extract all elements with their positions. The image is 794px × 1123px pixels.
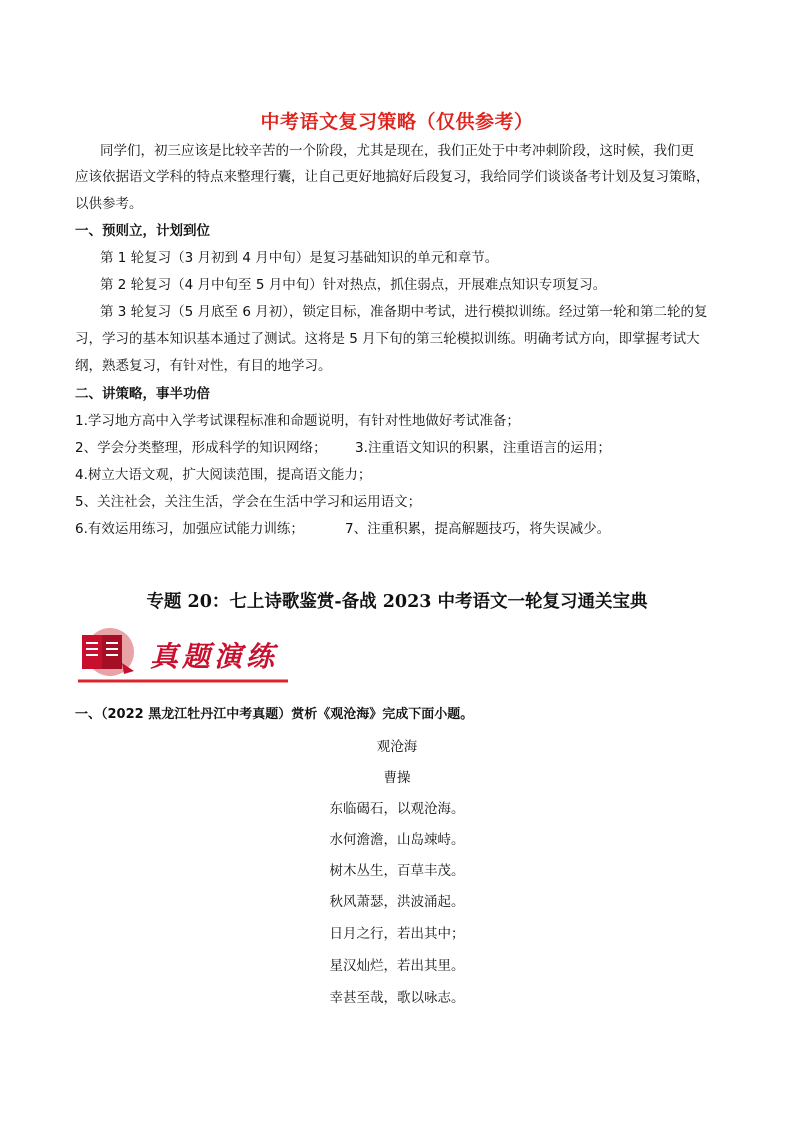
poem-title: 观沧海 — [376, 739, 418, 755]
intro-line-1: 同学们，初三应该是比较辛苦的一个阶段，尤其是现在，我们正处于中考冲刺阶段，这时候，我们更 — [100, 143, 694, 159]
strategy-item-4: 4.树立大语文观，扩大阅读范围，提高语文能力； — [75, 467, 372, 483]
strategy-item-3: 3.注重语文知识的积累，注重语言的运用； — [355, 440, 611, 456]
poem-line: 日月之行，若出其中； — [329, 926, 465, 942]
poem-author: 曹操 — [383, 770, 411, 786]
intro-line-2: 应该依据语文学科的特点来整理行囊，让自己更好地搞好后段复习，我给同学们谈谈备考计划及复习策略， — [75, 169, 710, 185]
round-1-text: 第 1 轮复习（3 月初到 4 月中旬）是复习基础知识的单元和章节。 — [100, 250, 499, 266]
round-3-line-1: 第 3 轮复习（5 月底至 6 月初），锁定目标，准备期中考试，进行模拟训练。经过第一轮和第二轮的复 — [100, 304, 708, 320]
poem-line: 幸甚至哉，歌以咏志。 — [329, 990, 465, 1006]
section-1-heading: 一、预则立，计划到位 — [75, 223, 210, 239]
poem-line: 星汉灿烂，若出其里。 — [329, 958, 465, 974]
intro-line-3: 以供参考。 — [75, 196, 143, 212]
strategy-item-2: 2、学会分类整理，形成科学的知识网络； — [75, 440, 327, 456]
poem-line: 秋风萧瑟，洪波涌起。 — [329, 894, 465, 910]
question-prefix: 一、 — [75, 707, 102, 722]
page-title: 中考语文复习策略（仅供参考） — [260, 111, 534, 133]
question-heading — [75, 705, 473, 725]
exam-practice-banner — [78, 625, 290, 685]
poem-line: 树木丛生，百草丰茂。 — [329, 863, 465, 879]
round-3-line-2: 习，学习的基本知识基本通过了测试。这将是 5 月下旬的第三轮模拟训练。明确考试方向，即掌握考试大 — [75, 331, 700, 347]
topic-title: 专题 20：七上诗歌鉴赏-备战 2023 中考语文一轮复习通关宝典 — [146, 592, 648, 612]
round-2-text: 第 2 轮复习（4 月中旬至 5 月中旬）针对热点，抓住弱点，开展难点知识专项复习。 — [100, 277, 607, 293]
section-2-heading: 二、讲策略，事半功倍 — [75, 386, 210, 402]
strategy-item-5: 5、关注社会，关注生活，学会在生活中学习和运用语文； — [75, 494, 422, 510]
banner-text: 真题演练 — [150, 640, 279, 673]
poem-line: 水何澹澹，山岛竦峙。 — [329, 832, 465, 848]
round-3-line-3: 纲，熟悉复习，有针对性，有目的地学习。 — [75, 358, 332, 374]
question-instruction: 赏析《观沧海》完成下面小题。 — [291, 707, 474, 722]
strategy-item-7: 7、注重积累，提高解题技巧，将失误减少。 — [345, 521, 611, 537]
strategy-item-1: 1.学习地方高中入学考试课程标准和命题说明，有针对性地做好考试准备； — [75, 413, 520, 429]
poem-line: 东临碣石，以观沧海。 — [329, 801, 465, 817]
strategy-item-6: 6.有效运用练习，加强应试能力训练； — [75, 521, 304, 537]
question-source: （2022 黑龙江牡丹江中考真题） — [101, 707, 292, 722]
